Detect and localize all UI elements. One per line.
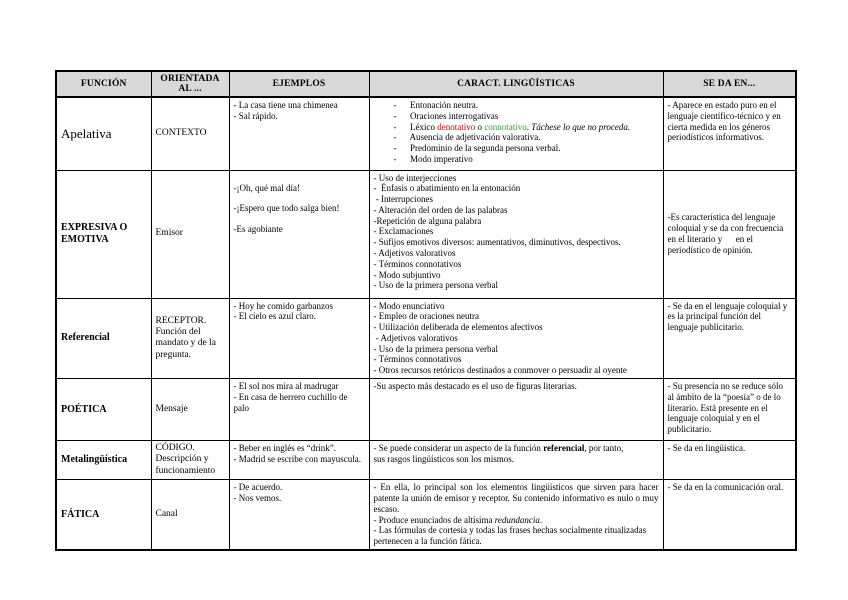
text-line (61, 509, 147, 521)
text-segment: -Repetición de alguna palabra (373, 215, 482, 226)
text-segment: Mensaje (155, 403, 188, 414)
funcion-cell (56, 441, 151, 480)
text-line (374, 226, 659, 237)
ejemplos-cell (229, 379, 369, 441)
text-segment: Metalingüística (61, 454, 128, 466)
text-segment: POÉTICA (61, 403, 107, 415)
text-line (156, 509, 225, 520)
text-segment: . (539, 514, 543, 525)
text-line (61, 126, 147, 142)
text-line (234, 214, 365, 224)
sedaen-cell (663, 441, 796, 480)
text-line (234, 493, 365, 504)
text-segment: Táchese lo que no proceda. (531, 121, 631, 132)
text-line (374, 333, 659, 344)
text-line (374, 143, 659, 154)
text-line (374, 301, 659, 312)
text-line (234, 381, 365, 392)
text-segment: - Interrupciones (373, 194, 433, 205)
text-line (234, 311, 365, 322)
text-line (374, 344, 659, 355)
text-line (374, 482, 659, 514)
text-segment: -¡Espero que todo salga bien! (233, 203, 340, 214)
funcion-cell (56, 480, 151, 550)
text-segment: . (526, 121, 532, 132)
text-segment: - El sol nos mira al madrugar (233, 381, 339, 392)
table-row (56, 170, 796, 298)
sedaen-cell (663, 170, 796, 298)
orientada-cell (151, 97, 229, 170)
text-line (374, 122, 659, 133)
text-line (234, 183, 365, 194)
text-segment: - Otros recursos retóricos destinados a conmover o persuadir al oyente (373, 365, 627, 376)
table-header (56, 71, 796, 97)
text-line (61, 404, 147, 416)
text-line (668, 301, 792, 333)
text-segment: - Hoy he comido garbanzos (233, 300, 333, 311)
text-line (374, 525, 659, 547)
text-segment: - Ausencia de adjetivación valorativa. (393, 132, 541, 143)
text-segment: - Nos vemos. (233, 493, 282, 504)
functions-of-language-table (55, 70, 797, 551)
col-header-caract: CARACT. LINGÜÍSTICAS (369, 71, 663, 97)
text-line (234, 111, 365, 122)
text-segment: - El cielo es azul claro. (233, 311, 316, 322)
text-line (156, 327, 225, 361)
text-segment: denotativo (437, 121, 476, 132)
text-segment: CÓDIGO. (155, 443, 195, 454)
text-segment: - Modo enunciativo (373, 300, 445, 311)
text-segment: - Exclamaciones (373, 226, 434, 237)
caract-cell (369, 441, 663, 480)
table-body (56, 97, 796, 550)
ejemplos-cell (229, 298, 369, 379)
text-line (668, 212, 792, 255)
ejemplos-cell (229, 441, 369, 480)
ejemplos-cell (229, 170, 369, 298)
caract-cell (369, 379, 663, 441)
text-line (668, 100, 792, 143)
text-line (374, 280, 659, 291)
text-segment: - De acuerdo. (233, 482, 283, 493)
text-segment: referencial (543, 443, 585, 454)
text-segment: RECEPTOR. (155, 315, 207, 326)
text-line (374, 515, 659, 526)
text-segment: - Modo imperativo (393, 153, 473, 164)
text-line (234, 443, 365, 454)
text-line (234, 203, 365, 214)
text-segment: Apelativa (61, 125, 112, 141)
text-segment: Descripción y funcionamiento (155, 454, 216, 476)
text-line (374, 132, 659, 143)
text-line (374, 311, 659, 322)
text-segment: - Se da en lingüística. (667, 443, 746, 454)
text-segment: - Utilización deliberada de elementos afectivos (373, 322, 543, 333)
funcion-cell (56, 97, 151, 170)
text-segment: - Se da en el lenguaje coloquial y es la principal función del lenguaje publicitario. (667, 300, 790, 333)
text-segment: - Entonación neutra. (393, 100, 478, 110)
text-segment: - Oraciones interrogativas (393, 110, 499, 121)
text-segment: Emisor (155, 228, 183, 239)
text-segment: connotativo (484, 121, 527, 132)
text-line (374, 454, 659, 465)
text-segment: - Se da en la comunicación oral. (667, 482, 784, 493)
text-segment: - Empleo de oraciones neutra (373, 311, 479, 322)
header-row (56, 71, 796, 97)
table-row (56, 480, 796, 550)
text-segment: sus rasgos lingüísticos son los mismos. (373, 453, 515, 464)
funcion-cell (56, 170, 151, 298)
text-line (374, 365, 659, 376)
text-line (374, 183, 659, 194)
caract-cell (369, 97, 663, 170)
text-segment: - La casa tiene una chimenea (233, 100, 338, 110)
orientada-cell (151, 480, 229, 550)
text-segment: - Términos connotativos (373, 258, 462, 269)
text-segment: - Alteración del orden de las palabras (373, 204, 508, 215)
text-segment: - Léxico (393, 121, 438, 132)
orientada-cell (151, 298, 229, 379)
text-segment: EXPRESIVA O EMOTIVA (61, 222, 130, 245)
table-row (56, 298, 796, 379)
text-line (374, 259, 659, 270)
text-line (156, 128, 225, 139)
text-segment: -Es agobiante (233, 223, 283, 234)
text-line (668, 443, 792, 454)
text-line (156, 443, 225, 454)
funcion-cell (56, 298, 151, 379)
text-line (234, 100, 365, 111)
text-line (668, 482, 792, 493)
text-line (374, 443, 659, 454)
sedaen-cell (663, 379, 796, 441)
text-segment: - Uso de interjecciones (373, 172, 457, 183)
col-header-orientada: ORIENTADA AL ... (151, 71, 229, 97)
caract-cell (369, 170, 663, 298)
sedaen-cell (663, 480, 796, 550)
text-line (374, 194, 659, 205)
text-segment: Función del mandato y de la pregunta. (155, 326, 219, 360)
text-segment: - Uso de la primera persona verbal (373, 280, 498, 291)
text-line (156, 454, 225, 477)
text-line (374, 154, 659, 165)
text-line (374, 173, 659, 184)
caract-cell (369, 298, 663, 379)
text-segment: - Su presencia no se reduce sólo al ámbito de la “poesía” o de lo literario. Está presente en el lenguaje coloquial y en el publicitario. (667, 381, 786, 435)
text-segment: -Su aspecto más destacado es el uso de figuras literarias. (373, 381, 577, 392)
text-line (234, 193, 365, 203)
text-line (374, 354, 659, 365)
text-segment: - En casa de herrero cuchillo de palo (233, 391, 350, 413)
text-line (61, 222, 147, 246)
text-line (234, 454, 365, 465)
text-segment: - En ella, lo principal son los elementos lingüísticos que sirven para hacer patente la unión de emisor y receptor. Su contenido informativo es nulo o muy escaso. (373, 482, 659, 514)
text-line (156, 404, 225, 415)
text-segment: - Términos connotativos (373, 354, 462, 365)
text-line (156, 316, 225, 327)
funcion-cell (56, 379, 151, 441)
text-segment: - Adjetivos valorativos (373, 248, 456, 259)
text-segment: -Es característica del lenguaje coloquial y se da con frecuencia en el literario y en el periodístico de opinión. (667, 212, 786, 255)
table-row (56, 97, 796, 170)
text-segment: , por tanto, (584, 443, 624, 454)
text-line (374, 237, 659, 248)
text-segment: redundancia (494, 514, 540, 525)
table-row (56, 441, 796, 480)
text-segment: - Uso de la primera persona verbal (373, 343, 498, 354)
text-line (374, 100, 659, 111)
text-segment: - Las fórmulas de cortesía y todas las frases hechas socialmente ritualizadas pertenecen a la función fática. (373, 525, 649, 547)
text-line (234, 392, 365, 414)
text-segment: CONTEXTO (155, 128, 207, 139)
text-segment: - Adjetivos valorativos (373, 332, 458, 343)
sedaen-cell (663, 298, 796, 379)
text-line (374, 205, 659, 216)
text-line (374, 111, 659, 122)
text-line (156, 228, 225, 239)
text-line (374, 248, 659, 259)
text-segment: - Énfasis o abatimiento en la entonación (373, 183, 521, 194)
text-segment: Referencial (61, 332, 110, 344)
text-segment: - Sal rápido. (233, 110, 278, 121)
ejemplos-cell (229, 480, 369, 550)
text-segment: - Aparece en estado puro en el lenguaje científico-técnico y en cierta medida en los géneros periodísticos informativos. (667, 100, 783, 143)
text-line (234, 301, 365, 312)
text-line (374, 322, 659, 333)
text-segment: FÁTICA (61, 508, 100, 520)
text-segment: Canal (155, 508, 178, 519)
text-segment: - Sufijos emotivos diversos: aumentativos, diminutivos, despectivos. (373, 237, 621, 248)
text-segment: - Modo subjuntivo (373, 269, 441, 280)
text-segment: - Predominio de la segunda persona verbal. (393, 143, 561, 154)
orientada-cell (151, 170, 229, 298)
text-segment: -¡Oh, qué mal día! (233, 182, 300, 193)
text-line (374, 216, 659, 227)
col-header-funcion: FUNCIÓN (56, 71, 151, 97)
text-line (61, 332, 147, 344)
text-line (374, 381, 659, 392)
text-line (668, 381, 792, 435)
text-line (234, 224, 365, 235)
text-segment: - Se puede considerar un aspecto de la función (373, 443, 544, 454)
sedaen-cell (663, 97, 796, 170)
text-line (374, 270, 659, 281)
text-segment: - Beber en inglés es “drink”. (233, 443, 336, 454)
text-line (234, 482, 365, 493)
text-segment: - Produce enunciados de altísima (373, 514, 495, 525)
table-row (56, 379, 796, 441)
ejemplos-cell (229, 97, 369, 170)
orientada-cell (151, 379, 229, 441)
col-header-ejemplos: EJEMPLOS (229, 71, 369, 97)
text-segment: - Madrid se escribe con mayuscula. (233, 453, 361, 464)
col-header-sedaen: SE DA EN... (663, 71, 796, 97)
text-line (61, 454, 147, 466)
text-segment: o (475, 121, 485, 132)
caract-cell (369, 480, 663, 550)
orientada-cell (151, 441, 229, 480)
